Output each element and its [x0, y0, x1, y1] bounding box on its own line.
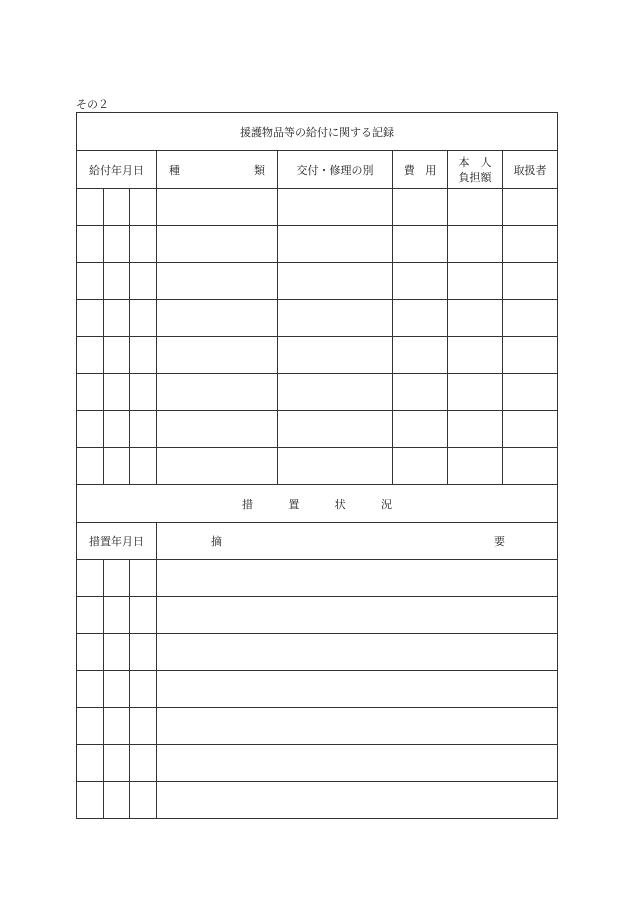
record-row [77, 337, 558, 374]
record-form [76, 112, 558, 819]
record-row [77, 300, 558, 337]
summary-cell[interactable] [157, 597, 558, 634]
month-cell[interactable] [104, 597, 130, 634]
header-cost [393, 151, 448, 189]
header-issue-repair: 交付・修理の別 [278, 151, 393, 189]
measure-row [77, 671, 558, 708]
year-cell[interactable] [77, 226, 104, 263]
year-cell[interactable] [77, 782, 104, 819]
type-cell[interactable] [157, 226, 278, 263]
day-cell[interactable] [130, 374, 157, 411]
month-cell[interactable] [104, 189, 130, 226]
header-issue-date: 給付年月日 [77, 151, 157, 189]
year-cell[interactable] [77, 708, 104, 745]
summary-cell[interactable] [157, 782, 558, 819]
day-cell[interactable] [130, 448, 157, 485]
record-row [77, 263, 558, 300]
month-cell[interactable] [104, 448, 130, 485]
handler-cell[interactable] [503, 300, 558, 337]
self-pay-cell[interactable] [448, 226, 503, 263]
month-cell[interactable] [104, 634, 130, 671]
record-row [77, 374, 558, 411]
year-cell[interactable] [77, 263, 104, 300]
month-cell[interactable] [104, 226, 130, 263]
day-cell[interactable] [130, 597, 157, 634]
header-type [157, 151, 278, 189]
type-cell[interactable] [157, 189, 278, 226]
issue-repair-cell[interactable] [278, 448, 393, 485]
day-cell[interactable] [130, 708, 157, 745]
summary-cell[interactable] [157, 560, 558, 597]
type-cell[interactable] [157, 263, 278, 300]
header-cost-a: 費 [403, 163, 415, 177]
header-summary-a: 摘 [211, 535, 222, 548]
issue-repair-cell[interactable] [278, 189, 393, 226]
day-cell[interactable] [130, 745, 157, 782]
measure-row [77, 745, 558, 782]
day-cell[interactable] [130, 189, 157, 226]
summary-cell[interactable] [157, 745, 558, 782]
self-pay-cell[interactable] [448, 374, 503, 411]
year-cell[interactable] [77, 560, 104, 597]
cost-cell[interactable] [393, 337, 448, 374]
self-pay-cell[interactable] [448, 448, 503, 485]
month-cell[interactable] [104, 782, 130, 819]
measure-row [77, 708, 558, 745]
day-cell[interactable] [130, 300, 157, 337]
summary-cell[interactable] [157, 634, 558, 671]
header-self-pay-line2: 負担額 [458, 170, 492, 184]
issue-repair-cell[interactable] [278, 300, 393, 337]
header-type-b: 類 [254, 163, 265, 177]
month-cell[interactable] [104, 374, 130, 411]
day-cell[interactable] [130, 634, 157, 671]
measures-title-char: 状 [334, 497, 346, 511]
header-handler: 取扱者 [503, 151, 558, 189]
type-cell[interactable] [157, 300, 278, 337]
issue-repair-cell[interactable] [278, 226, 393, 263]
measures-title-char: 況 [380, 497, 392, 511]
issue-repair-cell[interactable] [278, 374, 393, 411]
month-cell[interactable] [104, 560, 130, 597]
record-row [77, 411, 558, 448]
year-cell[interactable] [77, 300, 104, 337]
issue-repair-cell[interactable] [278, 337, 393, 374]
handler-cell[interactable] [503, 411, 558, 448]
self-pay-cell[interactable] [448, 189, 503, 226]
measure-row [77, 634, 558, 671]
header-measure-date: 措置年月日 [77, 523, 157, 560]
record-row [77, 448, 558, 485]
cost-cell[interactable] [393, 300, 448, 337]
header-self-pay [448, 151, 503, 189]
cost-cell[interactable] [393, 189, 448, 226]
day-cell[interactable] [130, 560, 157, 597]
handler-cell[interactable] [503, 448, 558, 485]
cost-cell[interactable] [393, 374, 448, 411]
cost-cell[interactable] [393, 263, 448, 300]
summary-cell[interactable] [157, 708, 558, 745]
year-cell[interactable] [77, 374, 104, 411]
issue-repair-cell[interactable] [278, 263, 393, 300]
record-row [77, 189, 558, 226]
sheet-label: その２ [76, 98, 109, 111]
year-cell[interactable] [77, 411, 104, 448]
month-cell[interactable] [104, 263, 130, 300]
month-cell[interactable] [104, 300, 130, 337]
cost-cell[interactable] [393, 411, 448, 448]
handler-cell[interactable] [503, 189, 558, 226]
self-pay-cell[interactable] [448, 300, 503, 337]
record-row [77, 226, 558, 263]
handler-cell[interactable] [503, 263, 558, 300]
month-cell[interactable] [104, 745, 130, 782]
month-cell[interactable] [104, 337, 130, 374]
header-summary-b: 要 [494, 535, 505, 548]
handler-cell[interactable] [503, 226, 558, 263]
year-cell[interactable] [77, 634, 104, 671]
measure-row [77, 560, 558, 597]
day-cell[interactable] [130, 782, 157, 819]
self-pay-cell[interactable] [448, 263, 503, 300]
measures-title-char: 措 [242, 497, 253, 511]
header-self-pay-line1: 本 人 [458, 155, 492, 169]
year-cell[interactable] [77, 337, 104, 374]
cost-cell[interactable] [393, 448, 448, 485]
measure-row [77, 782, 558, 819]
measures-title-char: 置 [288, 497, 300, 511]
summary-cell[interactable] [157, 671, 558, 708]
day-cell[interactable] [130, 411, 157, 448]
year-cell[interactable] [77, 189, 104, 226]
header-summary [157, 523, 558, 560]
month-cell[interactable] [104, 708, 130, 745]
type-cell[interactable] [157, 411, 278, 448]
year-cell[interactable] [77, 671, 104, 708]
cost-cell[interactable] [393, 226, 448, 263]
day-cell[interactable] [130, 337, 157, 374]
measure-row [77, 597, 558, 634]
type-cell[interactable] [157, 448, 278, 485]
issue-repair-cell[interactable] [278, 411, 393, 448]
day-cell[interactable] [130, 263, 157, 300]
header-cost-b: 用 [425, 163, 437, 177]
self-pay-cell[interactable] [448, 411, 503, 448]
year-cell[interactable] [77, 597, 104, 634]
header-type-a: 種 [169, 163, 180, 177]
year-cell[interactable] [77, 448, 104, 485]
day-cell[interactable] [130, 671, 157, 708]
record-title: 援護物品等の給付に関する記録 [77, 113, 558, 151]
month-cell[interactable] [104, 411, 130, 448]
month-cell[interactable] [104, 671, 130, 708]
year-cell[interactable] [77, 745, 104, 782]
measures-title [77, 485, 558, 523]
type-cell[interactable] [157, 374, 278, 411]
self-pay-cell[interactable] [448, 337, 503, 374]
handler-cell[interactable] [503, 374, 558, 411]
type-cell[interactable] [157, 337, 278, 374]
day-cell[interactable] [130, 226, 157, 263]
handler-cell[interactable] [503, 337, 558, 374]
